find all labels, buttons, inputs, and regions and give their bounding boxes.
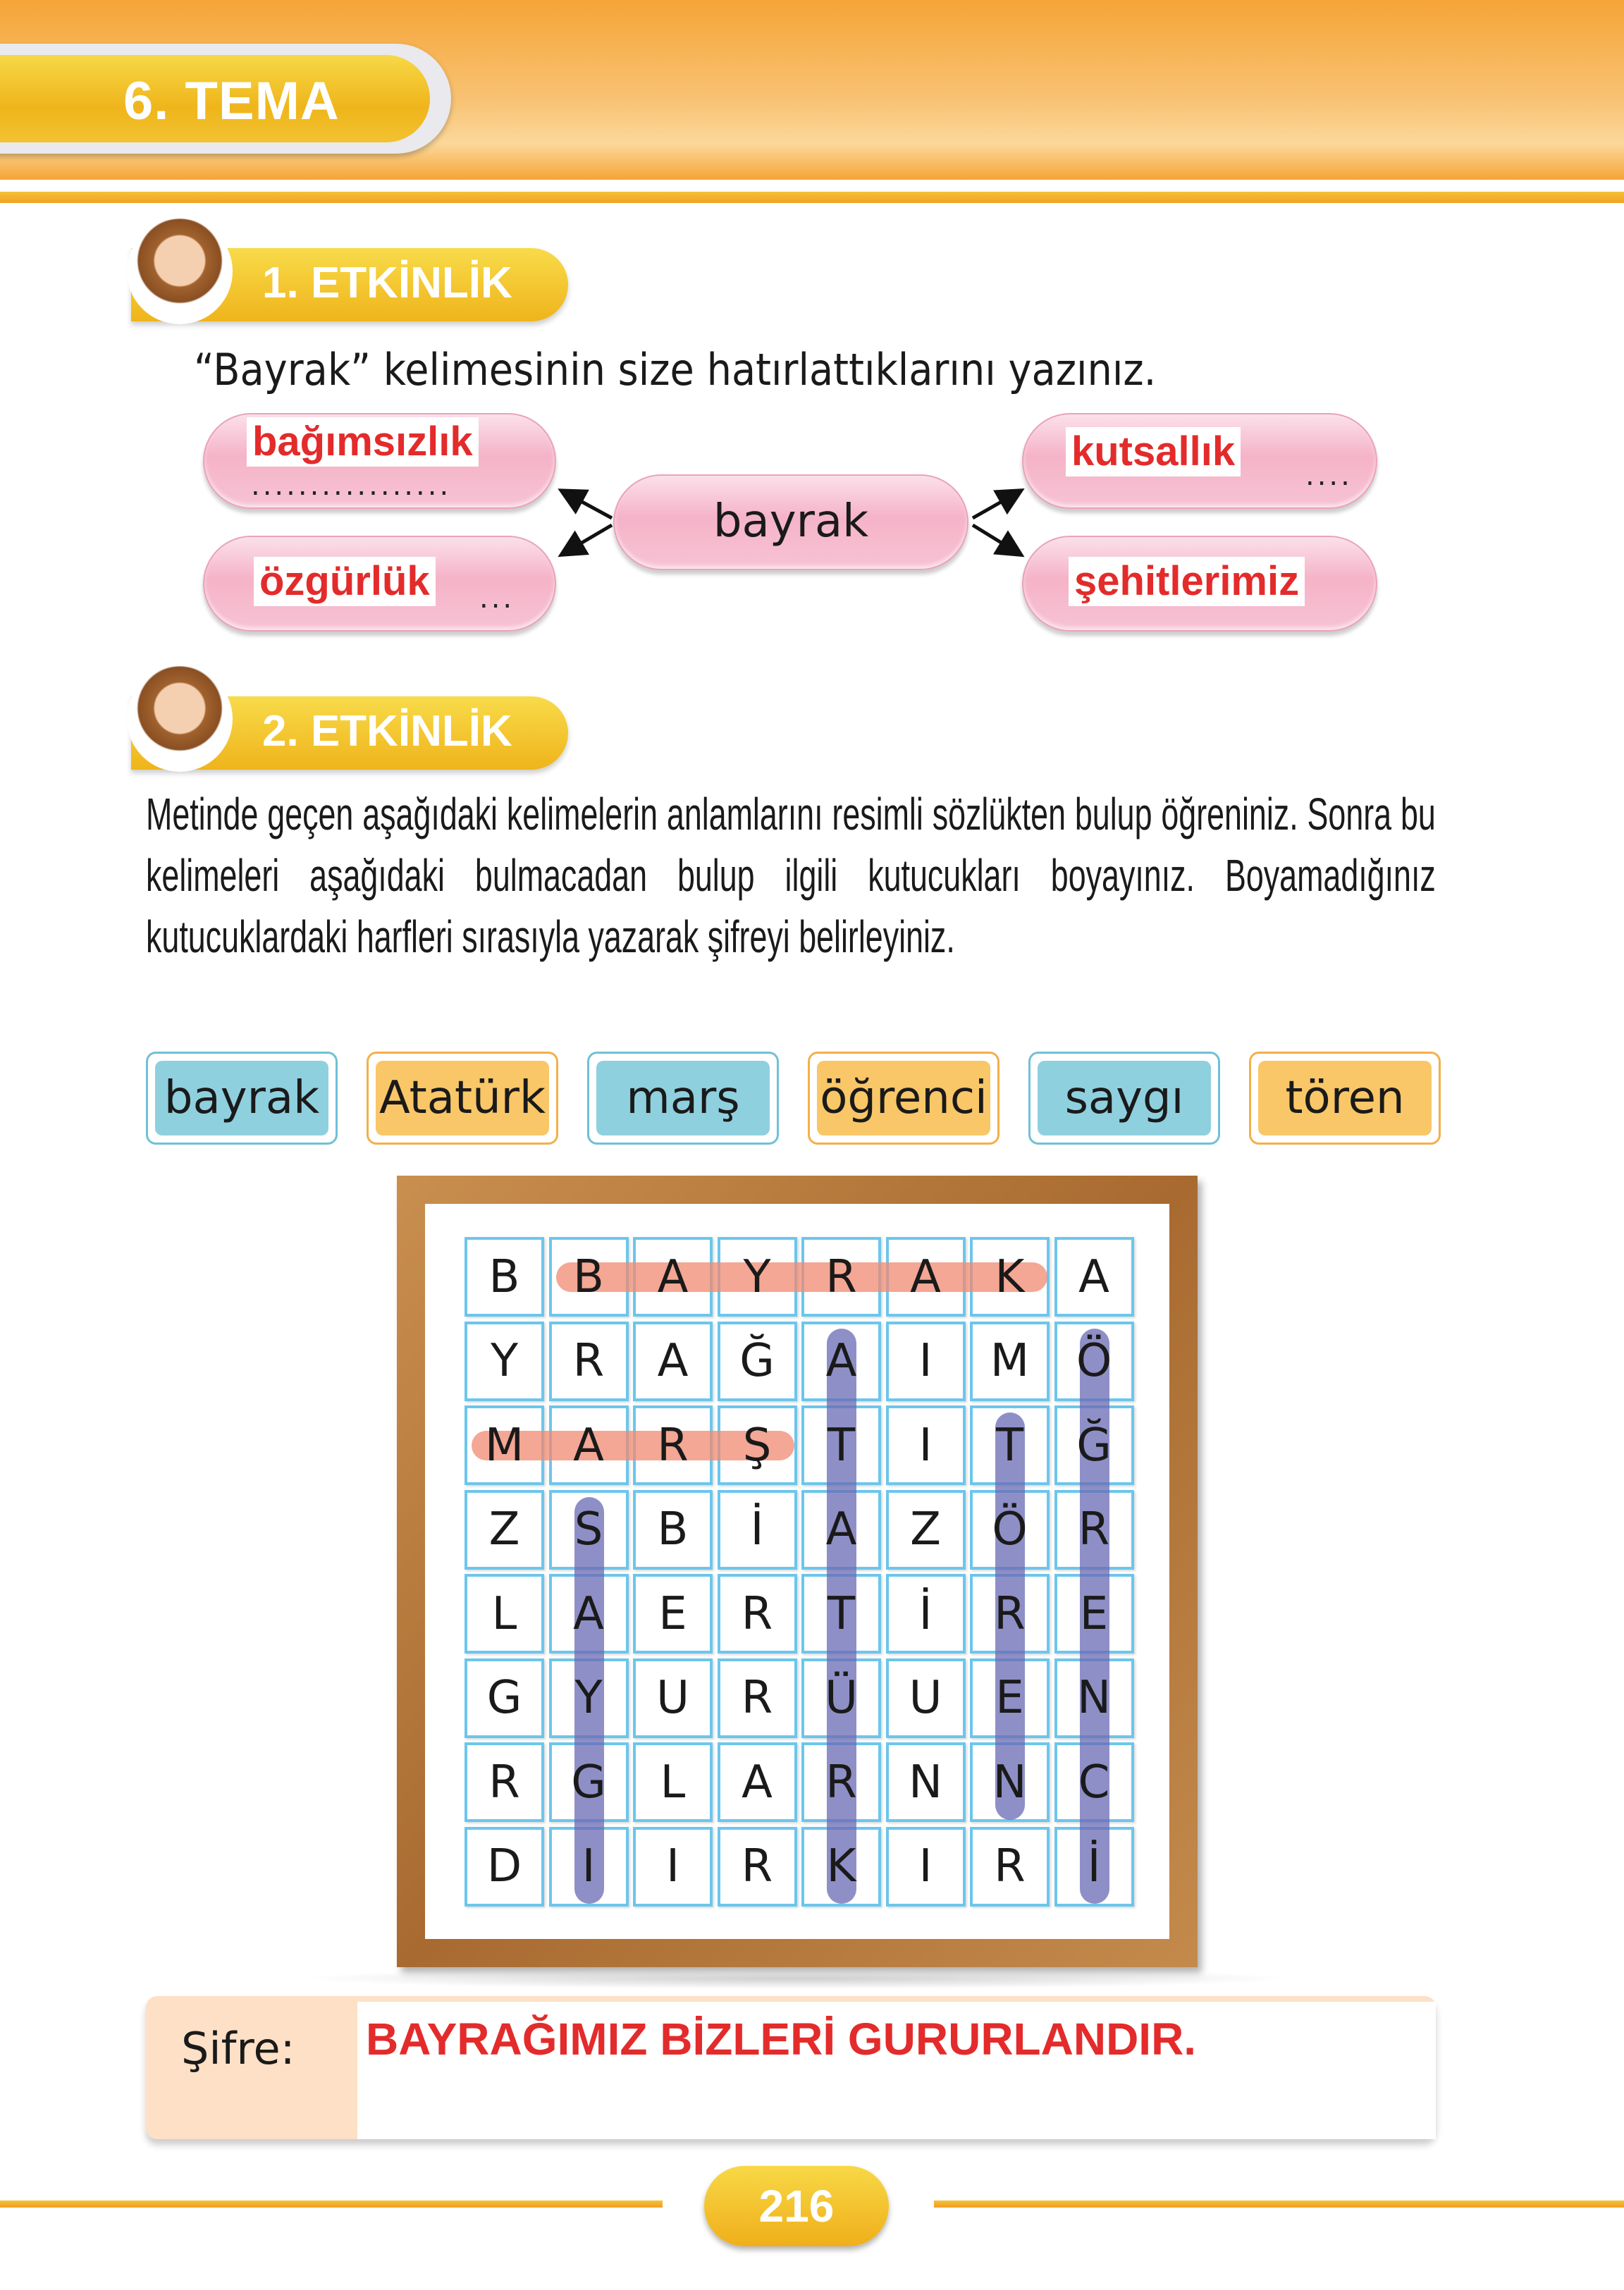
- grid-cell[interactable]: I: [918, 1419, 933, 1472]
- arrow-icon: [564, 525, 612, 553]
- answer-text[interactable]: kutsallık: [1066, 427, 1241, 476]
- grid-cell[interactable]: R: [488, 1756, 520, 1809]
- grid-cell[interactable]: Ö: [992, 1503, 1028, 1556]
- word-label: tören: [1285, 1072, 1405, 1124]
- password-box: [146, 1996, 1436, 2139]
- arrow-icon: [973, 492, 1019, 518]
- grid-cell[interactable]: A: [573, 1419, 604, 1472]
- grid-cell[interactable]: Y: [743, 1250, 771, 1303]
- grid-cell[interactable]: I: [918, 1840, 933, 1892]
- theme-badge-inner: [0, 55, 430, 142]
- grid-cell[interactable]: R: [825, 1250, 857, 1303]
- footer-line-right: [934, 2200, 1624, 2208]
- grid-cell[interactable]: G: [486, 1672, 522, 1724]
- answer-dots: ....: [1305, 460, 1353, 492]
- word-label: saygı: [1064, 1072, 1184, 1124]
- grid-cell[interactable]: I: [666, 1840, 679, 1892]
- grid-cell[interactable]: İ: [750, 1503, 764, 1556]
- grid-cell[interactable]: L: [660, 1756, 686, 1809]
- activity1-instruction: “Bayrak” kelimesinin size hatırlattıklarını yazınız.: [194, 344, 1157, 395]
- word-box: [146, 1052, 338, 1145]
- grid-cell[interactable]: N: [909, 1756, 942, 1809]
- grid-cell[interactable]: T: [995, 1419, 1024, 1472]
- grid-cell[interactable]: A: [1078, 1250, 1109, 1303]
- grid-cell[interactable]: K: [826, 1840, 856, 1892]
- grid-cell[interactable]: K: [995, 1250, 1025, 1303]
- grid-cell[interactable]: D: [486, 1840, 522, 1892]
- activity1-title: 1. ETKİNLİK: [262, 259, 512, 307]
- grid-cell[interactable]: R: [741, 1587, 773, 1640]
- grid-cell[interactable]: Z: [488, 1503, 520, 1556]
- grid-cell[interactable]: R: [741, 1840, 773, 1892]
- answer-pill-3: [1022, 413, 1377, 509]
- grid-cell[interactable]: B: [488, 1250, 520, 1303]
- page-number: 216: [704, 2166, 889, 2246]
- grid-cell[interactable]: Ö: [1076, 1335, 1112, 1387]
- grid-cell[interactable]: N: [1077, 1672, 1111, 1724]
- grid-cell[interactable]: I: [918, 1335, 933, 1387]
- grid-cell[interactable]: R: [994, 1587, 1026, 1640]
- header-stripe: [0, 192, 1624, 203]
- grid-cell[interactable]: R: [657, 1419, 689, 1472]
- connector-arrows: [557, 479, 1036, 564]
- grid-cell[interactable]: İ: [1087, 1840, 1101, 1892]
- arrow-icon: [564, 492, 612, 518]
- grid-cell[interactable]: L: [491, 1587, 517, 1640]
- grid-cell[interactable]: A: [825, 1503, 857, 1556]
- grid-cell[interactable]: Z: [910, 1503, 941, 1556]
- grid-cell[interactable]: I: [582, 1840, 596, 1892]
- answer-pill-2: [203, 536, 556, 632]
- arrow-icon: [973, 525, 1019, 553]
- frame-shadow: [296, 1968, 1297, 1989]
- grid-cell[interactable]: R: [1078, 1503, 1110, 1556]
- grid-cell[interactable]: A: [910, 1250, 941, 1303]
- header-divider: [0, 185, 1624, 192]
- grid-cell[interactable]: R: [825, 1756, 857, 1809]
- word-box: [1028, 1052, 1220, 1145]
- grid-cell[interactable]: İ: [918, 1587, 933, 1640]
- grid-cell[interactable]: Y: [574, 1672, 603, 1724]
- grid-cell[interactable]: R: [572, 1335, 605, 1387]
- girl-mascot-icon: [127, 218, 233, 324]
- grid-cell[interactable]: Ş: [742, 1419, 772, 1472]
- grid-cell[interactable]: A: [742, 1756, 773, 1809]
- password-label: Şifre:: [181, 2023, 295, 2074]
- grid-cell[interactable]: R: [741, 1672, 773, 1724]
- grid-cell[interactable]: Ğ: [1076, 1419, 1112, 1472]
- grid-cell[interactable]: R: [994, 1840, 1026, 1892]
- answer-dots: ...: [479, 582, 515, 615]
- answer-text[interactable]: bağımsızlık: [247, 417, 479, 467]
- grid-cell[interactable]: E: [658, 1587, 687, 1640]
- grid-cell[interactable]: E: [1079, 1587, 1109, 1640]
- answer-dots: .................: [251, 469, 452, 502]
- grid-cell[interactable]: Y: [490, 1335, 519, 1387]
- answer-pill-4: [1022, 536, 1377, 632]
- answer-pill-1: [203, 413, 556, 509]
- grid-cell[interactable]: B: [657, 1503, 689, 1556]
- theme-label: 6. TEMA: [123, 71, 340, 131]
- grid-cell[interactable]: T: [827, 1419, 856, 1472]
- word-box: [808, 1052, 999, 1145]
- grid-cell[interactable]: T: [827, 1587, 856, 1640]
- activity2-instructions: Metinde geçen aşağıdaki kelimelerin anlamlarını resimli sözlükten bulup öğreniniz. Sonra bu kelimeleri aşağıdaki bulmacadan bulup ilgili kutucukları boyayınız. Boyamadığınız kutucuklardaki harfleri sırasıyla yazarak şifreyi belirleyiniz.: [146, 789, 1436, 962]
- word-box: [367, 1052, 558, 1145]
- grid-cell[interactable]: U: [656, 1672, 689, 1724]
- grid-cell[interactable]: A: [573, 1587, 604, 1640]
- grid-cell[interactable]: N: [992, 1756, 1027, 1809]
- grid-cell[interactable]: Ü: [825, 1672, 858, 1724]
- answer-text[interactable]: şehitlerimiz: [1069, 557, 1305, 606]
- word-search-grid: [465, 1237, 1136, 1909]
- grid-cell[interactable]: S: [574, 1503, 603, 1556]
- word-label: bayrak: [164, 1072, 320, 1124]
- word-label: marş: [626, 1072, 740, 1124]
- grid-cell[interactable]: B: [573, 1250, 604, 1303]
- grid-cell[interactable]: M: [990, 1335, 1030, 1387]
- grid-cell[interactable]: A: [825, 1335, 857, 1387]
- center-word: bayrak: [713, 495, 869, 548]
- grid-cell[interactable]: C: [1078, 1756, 1110, 1809]
- answer-text[interactable]: özgürlük: [254, 557, 436, 606]
- word-box: [587, 1052, 779, 1145]
- grid-cell[interactable]: M: [484, 1419, 524, 1472]
- theme-badge: [0, 44, 451, 154]
- grid-cell[interactable]: E: [995, 1672, 1024, 1724]
- girl-mascot-icon: [127, 666, 233, 772]
- grid-cell[interactable]: U: [909, 1672, 942, 1724]
- password-answer[interactable]: BAYRAĞIMIZ BİZLERİ GURURLANDIR.: [366, 2014, 1197, 2064]
- grid-cell[interactable]: Ğ: [739, 1335, 775, 1387]
- activity2-title: 2. ETKİNLİK: [262, 707, 512, 756]
- grid-cell[interactable]: G: [571, 1756, 606, 1809]
- footer-line-left: [0, 2200, 663, 2208]
- grid-cell[interactable]: A: [657, 1335, 689, 1387]
- word-label: Atatürk: [379, 1072, 546, 1124]
- word-box: [1249, 1052, 1441, 1145]
- grid-cell[interactable]: A: [657, 1250, 689, 1303]
- word-label: öğrenci: [820, 1072, 988, 1124]
